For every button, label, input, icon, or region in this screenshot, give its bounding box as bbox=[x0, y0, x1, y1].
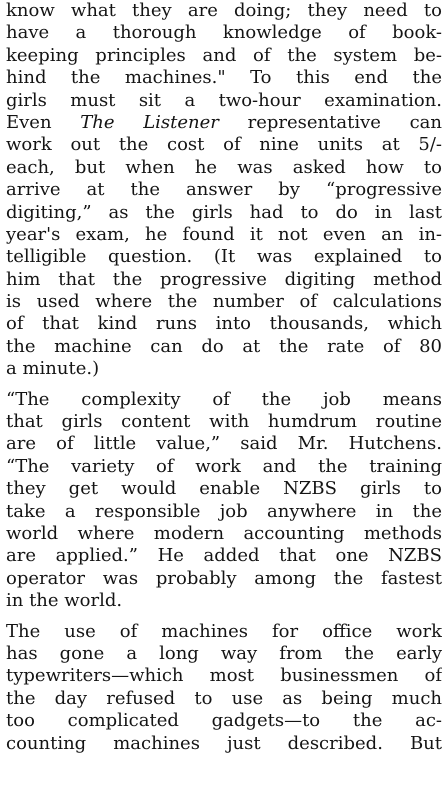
text-line: the day refused to use as being much bbox=[6, 687, 442, 709]
paragraph-2 bbox=[6, 389, 442, 613]
text-line: are applied.” He added that one NZBS bbox=[6, 545, 442, 567]
text-line: each, but when he was asked how to bbox=[6, 156, 442, 178]
article-column bbox=[6, 0, 442, 755]
text-line: arrive at the answer by “progressive bbox=[6, 179, 442, 201]
paragraph-3 bbox=[6, 621, 442, 755]
text-line: too complicated gadgets—to the ac- bbox=[6, 710, 442, 732]
text-line: has gone a long way from the early bbox=[6, 642, 442, 664]
text-line: take a responsible job anywhere in the bbox=[6, 500, 442, 522]
text-line: that girls content with humdrum routine bbox=[6, 411, 442, 433]
text-line: the machine can do at the rate of 80 bbox=[6, 335, 442, 357]
text-line: year's exam, he found it not even an in- bbox=[6, 223, 442, 245]
text-line: a minute.) bbox=[6, 358, 100, 380]
line-text: Even bbox=[6, 111, 81, 133]
text-line: “The variety of work and the training bbox=[6, 455, 442, 477]
text-line: typewriters—which most businessmen of bbox=[6, 665, 442, 687]
text-line: counting machines just described. But bbox=[6, 732, 442, 754]
text-line: work out the cost of nine units at 5/- bbox=[6, 134, 442, 156]
text-line: operator was probably among the fastest bbox=[6, 567, 442, 589]
text-line: are of little value,” said Mr. Hutchens. bbox=[6, 433, 442, 455]
text-line: “The complexity of the job means bbox=[6, 388, 442, 410]
text-line: telligible question. (It was explained to bbox=[6, 246, 442, 268]
text-line: know what they are doing; they need to bbox=[6, 0, 442, 21]
paragraph-1 bbox=[6, 0, 442, 381]
text-line: of that kind runs into thousands, which bbox=[6, 313, 442, 335]
text-line-with-title bbox=[6, 112, 442, 134]
line-text: representative can bbox=[218, 111, 442, 133]
text-line: digiting,” as the girls had to do in last bbox=[6, 201, 442, 223]
text-line: is used where the number of calculations bbox=[6, 291, 442, 313]
publication-title: The Listener bbox=[80, 111, 219, 133]
text-line: keeping principles and of the system be- bbox=[6, 44, 442, 66]
text-line: The use of machines for office work bbox=[6, 620, 442, 642]
text-line: they get would enable NZBS girls to bbox=[6, 478, 442, 500]
text-line: world where modern accounting methods bbox=[6, 522, 442, 544]
text-line: in the world. bbox=[6, 590, 123, 612]
text-line: hind the machines." To this end the bbox=[6, 67, 442, 89]
text-line: girls must sit a two-hour examination. bbox=[6, 89, 442, 111]
text-line: him that the progressive digiting method bbox=[6, 268, 442, 290]
text-line: have a thorough knowledge of book- bbox=[6, 22, 442, 44]
